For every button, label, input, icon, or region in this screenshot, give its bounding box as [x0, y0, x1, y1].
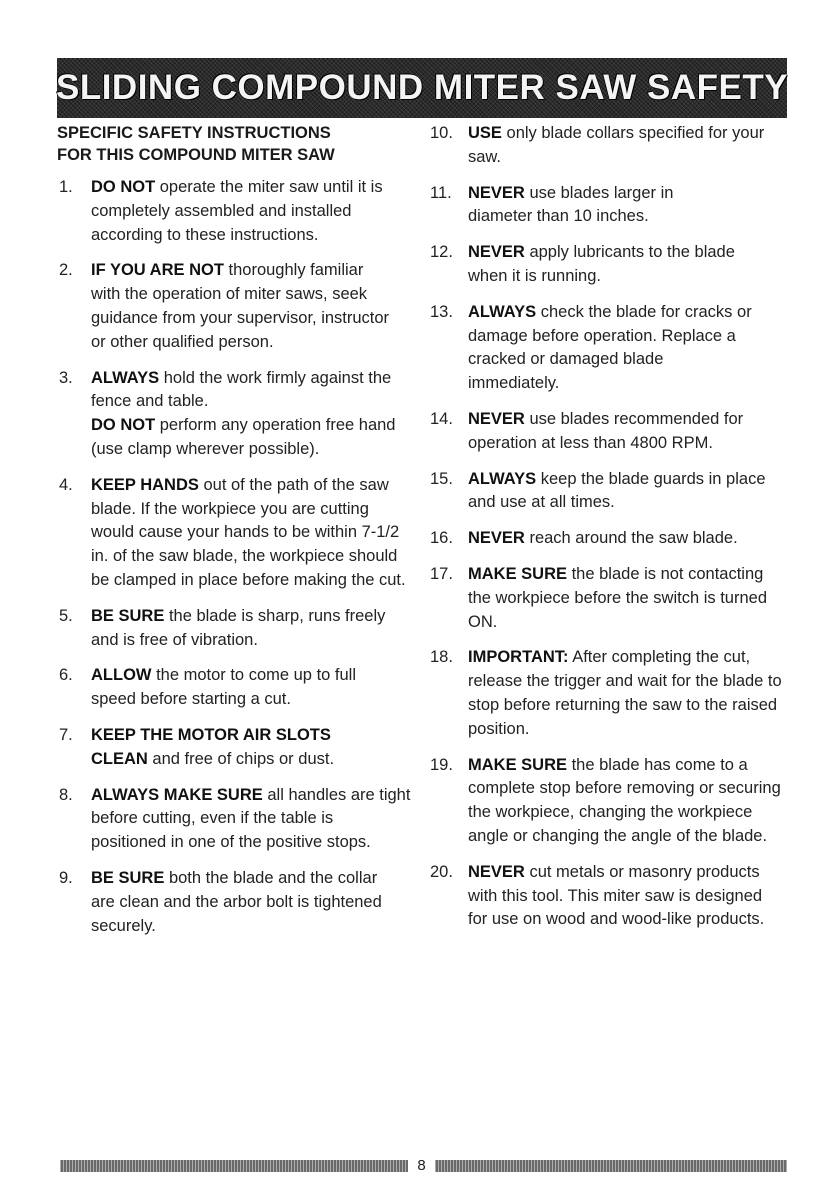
- item-number: 11.: [430, 183, 452, 202]
- item-keyword: BE SURE: [91, 868, 165, 887]
- item-number: 9.: [59, 868, 73, 887]
- item-number: 17.: [430, 564, 453, 583]
- instruction-item: [430, 241, 758, 289]
- item-number: 7.: [59, 725, 73, 744]
- item-keyword: MAKE SURE: [468, 755, 568, 774]
- item-text: thoroughly familiar with the operation of miter saws, seek guidance from your supervisor, instructor or other qualified person.: [91, 261, 390, 351]
- instruction-item: [57, 176, 391, 247]
- item-text: out of the path of the saw blade. If the workpiece you are cutting would cause your hands to be within 7-1/2 in. of the saw blade, the workpiece should be clamped in place before making the cut.: [91, 475, 406, 589]
- section-heading-line: FOR THIS COMPOUND MITER SAW: [57, 146, 335, 164]
- item-keyword: ALLOW: [91, 666, 152, 685]
- instruction-item: [430, 122, 768, 170]
- item-number: 1.: [59, 178, 73, 196]
- item-keyword: NEVER: [468, 409, 525, 428]
- item-keyword: IMPORTANT:: [468, 648, 569, 667]
- item-keyword: USE: [468, 124, 502, 142]
- item-text: hold the work firmly against the fence and table.: [91, 368, 392, 411]
- item-number: 14.: [430, 409, 453, 428]
- page-title: SLIDING COMPOUND MITER SAW SAFETY: [55, 68, 789, 107]
- item-text: all handles are tight before cutting, even if the table is positioned in one of the positive stops.: [91, 785, 411, 852]
- item-text: the blade has come to a complete stop before removing or securing the workpiece, changing the workpiece angle or changing the angle of the blade.: [468, 755, 781, 845]
- item-number: 5.: [59, 606, 73, 625]
- item-keyword: IF YOU ARE NOT: [91, 261, 224, 280]
- item-text: perform any operation free hand (use clamp wherever possible).: [91, 416, 396, 458]
- item-number: 6.: [59, 666, 73, 685]
- item-text: reach around the saw blade.: [524, 529, 738, 548]
- left-column: [57, 122, 412, 950]
- instruction-item: [57, 474, 411, 593]
- item-number: 13.: [430, 302, 453, 321]
- footer-rule-left: [60, 1160, 408, 1172]
- section-heading-line: SPECIFIC SAFETY INSTRUCTIONS: [57, 124, 331, 142]
- instruction-item: [430, 301, 758, 396]
- item-keyword: NEVER: [468, 529, 525, 548]
- item-text: only blade collars specified for your saw.: [468, 124, 765, 166]
- item-number: 16.: [430, 529, 453, 548]
- instruction-item: [57, 724, 391, 772]
- instruction-item: [430, 527, 748, 551]
- item-keyword: BE SURE: [91, 606, 165, 625]
- item-keyword: KEEP THE MOTOR AIR SLOTS CLEAN: [91, 725, 331, 768]
- page-number: 8: [417, 1157, 426, 1174]
- item-keyword: ALWAYS: [468, 469, 537, 488]
- item-text: check the blade for cracks or damage before operation. Replace a cracked or damaged blade immediately.: [468, 302, 752, 393]
- item-keyword: MAKE SURE: [468, 564, 568, 583]
- item-number: 3.: [59, 368, 73, 387]
- item-number: 10.: [430, 124, 453, 142]
- item-number: 20.: [430, 862, 453, 881]
- page-footer: [60, 1157, 787, 1174]
- instruction-item: [430, 182, 738, 230]
- instruction-item: [430, 563, 768, 634]
- instruction-item: [57, 605, 411, 653]
- instruction-item: [430, 408, 768, 456]
- item-keyword: NEVER: [468, 183, 525, 202]
- item-keyword: ALWAYS: [468, 302, 537, 321]
- instruction-item: [430, 861, 778, 932]
- item-number: 18.: [430, 648, 453, 667]
- item-number: 8.: [59, 785, 73, 804]
- item-text: operate the miter saw until it is completely assembled and installed according to these instructions.: [91, 178, 383, 244]
- item-keyword: KEEP HANDS: [91, 475, 199, 494]
- item-text: both the blade and the collar are clean and the arbor bolt is tightened securely.: [91, 868, 382, 935]
- instruction-list-right: [430, 122, 790, 932]
- instruction-item: [57, 867, 401, 938]
- item-keyword: ALWAYS MAKE SURE: [91, 785, 263, 804]
- instruction-item: [57, 367, 396, 462]
- item-text: cut metals or masonry products with this tool. This miter saw is designed for use on wood and wood-like products.: [468, 862, 765, 929]
- item-keyword: NEVER: [468, 862, 525, 881]
- item-text: use blades recommended for operation at less than 4800 RPM.: [468, 409, 744, 452]
- item-text: apply lubricants to the blade when it is running.: [468, 243, 735, 285]
- item-text: the blade is sharp, runs freely and is free of vibration.: [91, 606, 386, 649]
- instruction-item: [430, 646, 788, 741]
- item-number: 4.: [59, 475, 73, 494]
- item-keyword: ALWAYS: [91, 368, 160, 387]
- instruction-item: [430, 754, 793, 849]
- item-keyword: NEVER: [468, 243, 525, 262]
- item-text: the motor to come up to full speed before starting a cut.: [91, 666, 357, 709]
- item-text: use blades larger in diameter than 10 inches.: [468, 183, 674, 226]
- instruction-item: [430, 468, 778, 516]
- item-number: 19.: [430, 755, 453, 774]
- item-number: 2.: [59, 261, 73, 280]
- instruction-item: [57, 259, 396, 354]
- right-column: [430, 122, 790, 944]
- item-text: and free of chips or dust.: [147, 749, 335, 768]
- instruction-item: [57, 664, 401, 712]
- item-keyword: DO NOT: [91, 416, 156, 435]
- item-number: 12.: [430, 243, 453, 262]
- item-number: 15.: [430, 469, 453, 488]
- title-banner: [57, 58, 787, 118]
- footer-rule-right: [435, 1160, 787, 1172]
- instruction-list-left: [57, 176, 412, 938]
- section-heading: [57, 122, 412, 166]
- item-text: After completing the cut, release the trigger and wait for the blade to stop before returning the saw to the raised position.: [468, 648, 782, 738]
- item-keyword: DO NOT: [91, 178, 156, 196]
- item-text: keep the blade guards in place and use at all times.: [468, 469, 766, 512]
- instruction-item: [57, 784, 411, 855]
- item-text: the blade is not contacting the workpiece before the switch is turned ON.: [468, 564, 767, 631]
